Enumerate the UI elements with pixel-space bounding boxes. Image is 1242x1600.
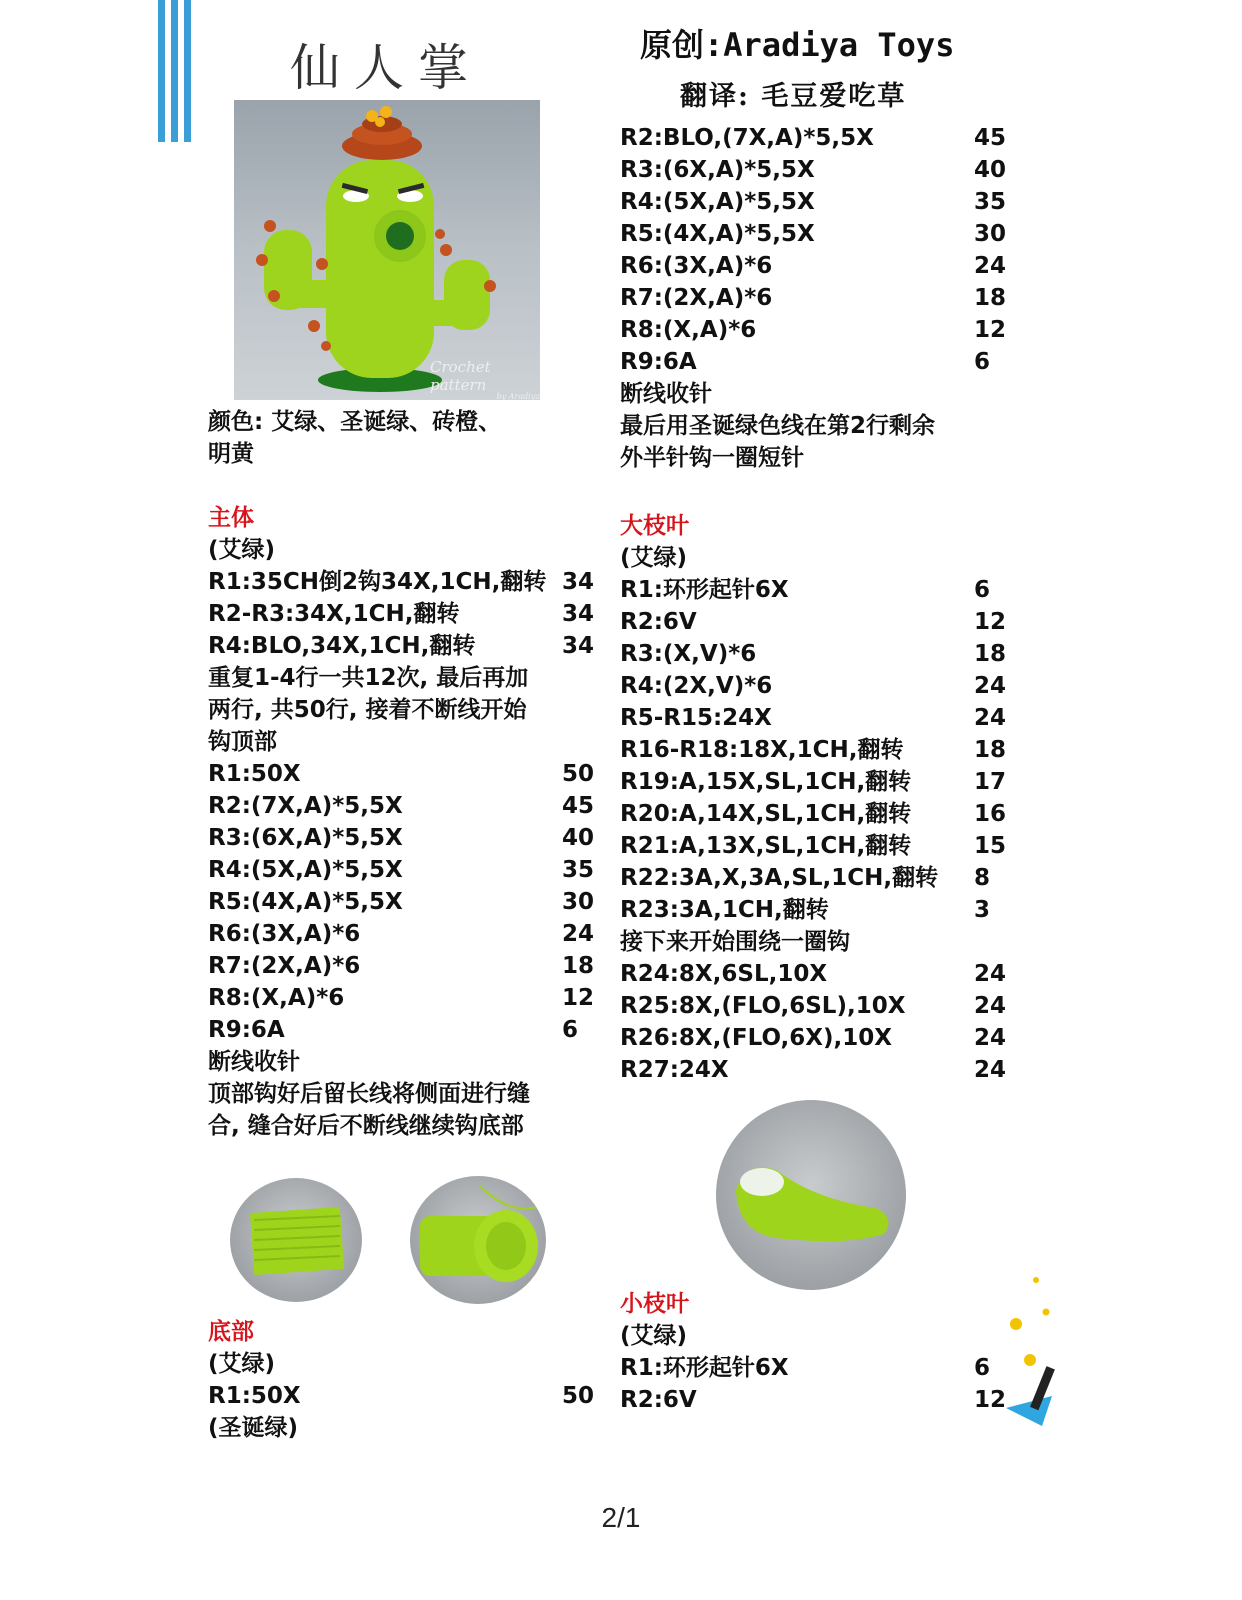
- top-continued-stitch-count: 35: [974, 189, 1007, 215]
- body-row-text: R7:(2X,A)*6: [208, 953, 361, 979]
- big-leaf-row-text: R5-R15:24X: [620, 705, 772, 731]
- top-continued-row-text: 最后用圣诞绿色线在第2行剩余: [620, 413, 936, 439]
- top-continued-row-text: 外半针钩一圈短针: [620, 445, 804, 471]
- cactus-photo: [234, 100, 540, 400]
- top-continued-section: [620, 122, 1020, 474]
- body-row-text: 重复1-4行一共12次, 最后再加: [208, 665, 529, 691]
- big-leaf-row-text: R3:(X,V)*6: [620, 641, 757, 667]
- leaf-photo: [716, 1100, 906, 1290]
- bottom-section: [208, 1316, 598, 1444]
- body-row: [208, 918, 598, 950]
- panel-illustration: [230, 1178, 362, 1302]
- body-row: [208, 1078, 598, 1110]
- big-leaf-row-text: R19:A,15X,SL,1CH,翻转: [620, 769, 912, 795]
- panel-photo: [230, 1178, 362, 1302]
- body-color: (艾绿): [208, 537, 276, 563]
- big-leaf-row: [620, 702, 1020, 734]
- big-leaf-stitch-count: 18: [974, 737, 1007, 763]
- big-leaf-row-text: R20:A,14X,SL,1CH,翻转: [620, 801, 912, 827]
- small-leaf-section: [620, 1288, 1020, 1416]
- bottom-rows: [208, 1380, 598, 1444]
- bottom-row: [208, 1412, 598, 1444]
- body-row: [208, 662, 598, 694]
- colors-info: [208, 406, 598, 470]
- small-leaf-row: [620, 1352, 1020, 1384]
- tube-photo: [410, 1176, 546, 1304]
- body-row: [208, 854, 598, 886]
- top-continued-row-text: R6:(3X,A)*6: [620, 253, 773, 279]
- bottom-heading: 底部: [208, 1319, 254, 1345]
- body-stitch-count: 40: [562, 825, 595, 851]
- big-leaf-heading: 大枝叶: [620, 513, 689, 539]
- big-leaf-color: (艾绿): [620, 545, 688, 571]
- top-continued-row-text: R7:(2X,A)*6: [620, 285, 773, 311]
- body-row: [208, 886, 598, 918]
- big-leaf-rows: [620, 574, 1020, 1086]
- body-row: [208, 822, 598, 854]
- magic-wand-icon: [1000, 1270, 1080, 1430]
- big-leaf-row: [620, 894, 1020, 926]
- bottom-row-text: (圣诞绿): [208, 1415, 299, 1441]
- body-row-text: R6:(3X,A)*6: [208, 921, 361, 947]
- tube-illustration: [410, 1176, 546, 1304]
- big-leaf-row: [620, 958, 1020, 990]
- big-leaf-stitch-count: 24: [974, 673, 1007, 699]
- top-continued-row: [620, 122, 1020, 154]
- body-row-text: R8:(X,A)*6: [208, 985, 345, 1011]
- top-continued-stitch-count: 24: [974, 253, 1007, 279]
- body-rows: [208, 566, 598, 1142]
- small-leaf-row-text: R2:6V: [620, 1387, 697, 1413]
- body-row-text: R9:6A: [208, 1017, 285, 1043]
- big-leaf-stitch-count: 15: [974, 833, 1007, 859]
- body-stitch-count: 24: [562, 921, 595, 947]
- big-leaf-row-text: R4:(2X,V)*6: [620, 673, 773, 699]
- big-leaf-row-text: R24:8X,6SL,10X: [620, 961, 828, 987]
- body-stitch-count: 18: [562, 953, 595, 979]
- big-leaf-stitch-count: 24: [974, 993, 1007, 1019]
- body-row: [208, 726, 598, 758]
- big-leaf-stitch-count: 24: [974, 705, 1007, 731]
- big-leaf-row-text: R27:24X: [620, 1057, 729, 1083]
- body-row: [208, 758, 598, 790]
- body-row-text: 顶部钩好后留长线将侧面进行缝: [208, 1081, 530, 1107]
- body-row-text: R1:35CH倒2钩34X,1CH,翻转: [208, 569, 547, 595]
- big-leaf-stitch-count: 3: [974, 897, 991, 923]
- small-leaf-heading: 小枝叶: [620, 1291, 689, 1317]
- top-continued-row-text: 断线收针: [620, 381, 712, 407]
- decorative-stripes: [158, 0, 192, 142]
- top-continued-row-text: R2:BLO,(7X,A)*5,5X: [620, 125, 874, 151]
- small-leaf-stitch-count: 6: [974, 1355, 991, 1381]
- body-row-text: 钩顶部: [208, 729, 277, 755]
- top-continued-row: [620, 250, 1020, 282]
- top-continued-row-text: R5:(4X,A)*5,5X: [620, 221, 815, 247]
- leaf-illustration: [716, 1100, 906, 1290]
- top-continued-row: [620, 378, 1020, 410]
- top-continued-row-text: R4:(5X,A)*5,5X: [620, 189, 815, 215]
- big-leaf-row: [620, 1054, 1020, 1086]
- body-row-text: R2:(7X,A)*5,5X: [208, 793, 403, 819]
- top-continued-row: [620, 218, 1020, 250]
- small-leaf-stitch-count: 12: [974, 1387, 1007, 1413]
- body-row-text: 合, 缝合好后不断线继续钩底部: [208, 1113, 524, 1139]
- big-leaf-row: [620, 990, 1020, 1022]
- top-continued-stitch-count: 45: [974, 125, 1007, 151]
- big-leaf-row: [620, 606, 1020, 638]
- body-row-text: R3:(6X,A)*5,5X: [208, 825, 403, 851]
- big-leaf-stitch-count: 24: [974, 1025, 1007, 1051]
- top-continued-row-text: R9:6A: [620, 349, 697, 375]
- bottom-color: (艾绿): [208, 1351, 276, 1377]
- top-continued-row: [620, 410, 1020, 442]
- top-continued-stitch-count: 30: [974, 221, 1007, 247]
- translator-credit: 翻译: 毛豆爱吃草: [680, 81, 907, 112]
- body-row-text: 断线收针: [208, 1049, 300, 1075]
- body-stitch-count: 50: [562, 761, 595, 787]
- big-leaf-row-text: R23:3A,1CH,翻转: [620, 897, 829, 923]
- body-row: [208, 1014, 598, 1046]
- bottom-stitch-count: 50: [562, 1383, 595, 1409]
- body-row: [208, 1110, 598, 1142]
- top-continued-row: [620, 282, 1020, 314]
- body-stitch-count: 34: [562, 601, 595, 627]
- big-leaf-row-text: R21:A,13X,SL,1CH,翻转: [620, 833, 912, 859]
- colors-line-2: 明黄: [208, 441, 254, 467]
- body-row: [208, 630, 598, 662]
- big-leaf-stitch-count: 17: [974, 769, 1007, 795]
- big-leaf-stitch-count: 18: [974, 641, 1007, 667]
- body-row-text: R4:BLO,34X,1CH,翻转: [208, 633, 476, 659]
- body-row: [208, 694, 598, 726]
- big-leaf-row: [620, 734, 1020, 766]
- body-row: [208, 950, 598, 982]
- body-row: [208, 566, 598, 598]
- top-continued-stitch-count: 40: [974, 157, 1007, 183]
- small-leaf-row-text: R1:环形起针6X: [620, 1355, 789, 1381]
- top-continued-rows: [620, 122, 1020, 474]
- body-row-text: R5:(4X,A)*5,5X: [208, 889, 403, 915]
- body-row: [208, 598, 598, 630]
- big-leaf-stitch-count: 6: [974, 577, 991, 603]
- big-leaf-row: [620, 1022, 1020, 1054]
- small-leaf-color: (艾绿): [620, 1323, 688, 1349]
- page-number: 2/1: [601, 1502, 641, 1533]
- top-continued-row: [620, 314, 1020, 346]
- big-leaf-row: [620, 574, 1020, 606]
- top-continued-row: [620, 154, 1020, 186]
- big-leaf-stitch-count: 24: [974, 961, 1007, 987]
- big-leaf-row: [620, 798, 1020, 830]
- body-stitch-count: 35: [562, 857, 595, 883]
- top-continued-row: [620, 346, 1020, 378]
- pattern-title: 仙人掌: [290, 39, 482, 97]
- bottom-row-text: R1:50X: [208, 1383, 301, 1409]
- original-credit: 原创:Aradiya Toys: [640, 26, 955, 64]
- big-leaf-row: [620, 638, 1020, 670]
- big-leaf-row-text: R26:8X,(FLO,6X),10X: [620, 1025, 892, 1051]
- body-stitch-count: 12: [562, 985, 595, 1011]
- big-leaf-row: [620, 862, 1020, 894]
- big-leaf-stitch-count: 16: [974, 801, 1007, 827]
- top-continued-stitch-count: 6: [974, 349, 991, 375]
- big-leaf-row-text: R25:8X,(FLO,6SL),10X: [620, 993, 906, 1019]
- big-leaf-row-text: R2:6V: [620, 609, 697, 635]
- cactus-illustration: [234, 100, 540, 400]
- big-leaf-row: [620, 766, 1020, 798]
- body-stitch-count: 34: [562, 633, 595, 659]
- big-leaf-row-text: R1:环形起针6X: [620, 577, 789, 603]
- body-stitch-count: 45: [562, 793, 595, 819]
- bottom-row: [208, 1380, 598, 1412]
- body-row: [208, 1046, 598, 1078]
- photo-watermark: Crochet pattern by Aradiya: [430, 358, 540, 400]
- small-leaf-rows: [620, 1352, 1020, 1416]
- top-continued-row-text: R8:(X,A)*6: [620, 317, 757, 343]
- big-leaf-row: [620, 830, 1020, 862]
- big-leaf-row-text: R16-R18:18X,1CH,翻转: [620, 737, 904, 763]
- big-leaf-row: [620, 670, 1020, 702]
- top-continued-row-text: R3:(6X,A)*5,5X: [620, 157, 815, 183]
- top-continued-stitch-count: 18: [974, 285, 1007, 311]
- big-leaf-stitch-count: 8: [974, 865, 991, 891]
- body-row-text: 两行, 共50行, 接着不断线开始: [208, 697, 527, 723]
- big-leaf-stitch-count: 24: [974, 1057, 1007, 1083]
- small-leaf-row: [620, 1384, 1020, 1416]
- body-row-text: R4:(5X,A)*5,5X: [208, 857, 403, 883]
- body-row-text: R1:50X: [208, 761, 301, 787]
- big-leaf-stitch-count: 12: [974, 609, 1007, 635]
- body-section: [208, 502, 598, 1142]
- body-stitch-count: 6: [562, 1017, 579, 1043]
- top-continued-row: [620, 442, 1020, 474]
- top-continued-row: [620, 186, 1020, 218]
- big-leaf-section: [620, 510, 1020, 1086]
- body-stitch-count: 30: [562, 889, 595, 915]
- big-leaf-row-text: 接下来开始围绕一圈钩: [620, 929, 850, 955]
- colors-line-1: 颜色: 艾绿、圣诞绿、砖橙、: [208, 409, 502, 435]
- body-heading: 主体: [208, 505, 254, 531]
- big-leaf-row: [620, 926, 1020, 958]
- body-stitch-count: 34: [562, 569, 595, 595]
- top-continued-stitch-count: 12: [974, 317, 1007, 343]
- body-row: [208, 790, 598, 822]
- big-leaf-row-text: R22:3A,X,3A,SL,1CH,翻转: [620, 865, 939, 891]
- body-row: [208, 982, 598, 1014]
- body-row-text: R2-R3:34X,1CH,翻转: [208, 601, 460, 627]
